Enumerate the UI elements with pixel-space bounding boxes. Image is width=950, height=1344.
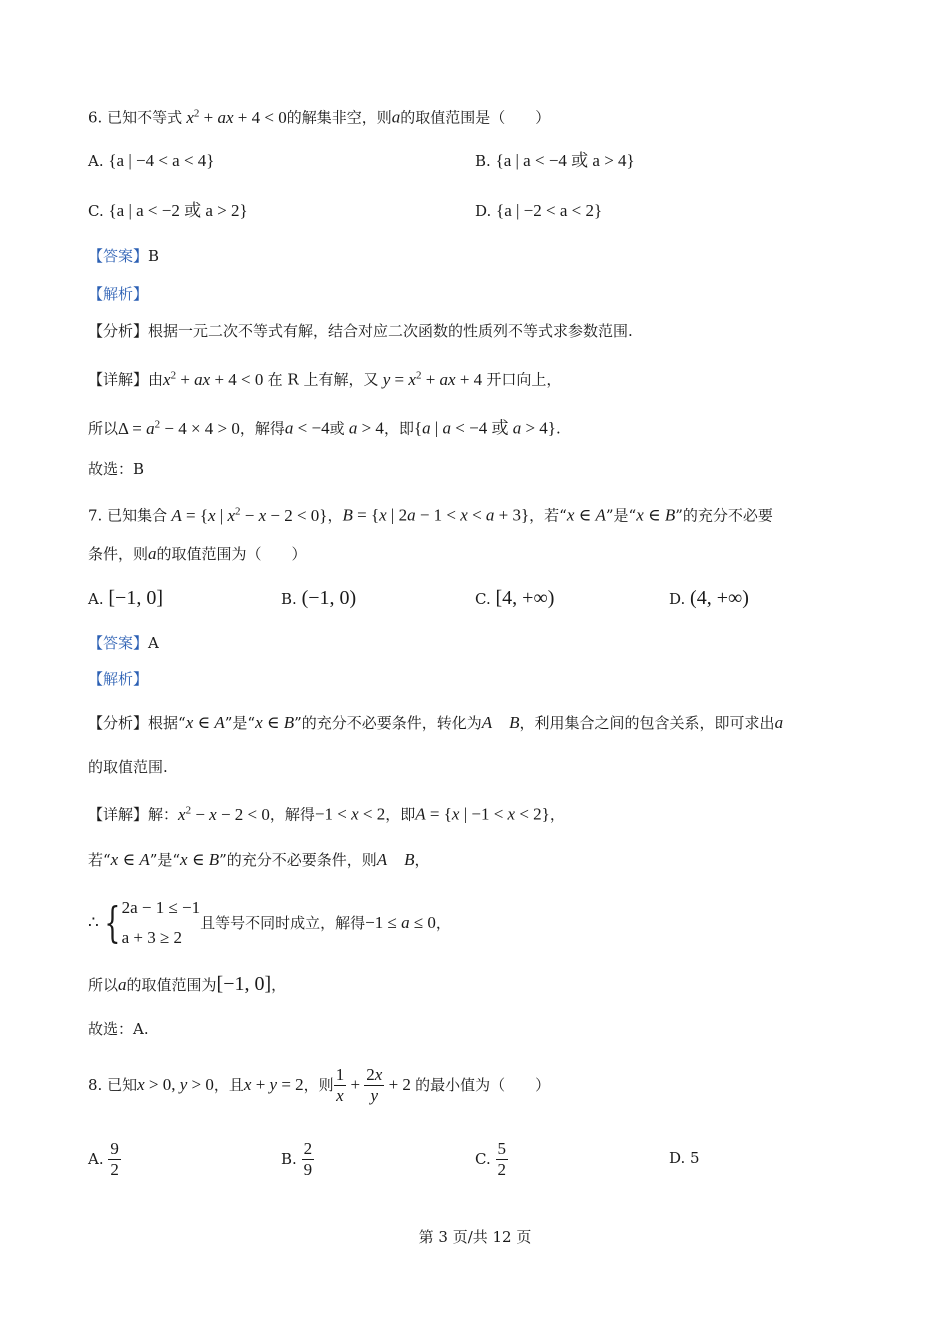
q6-detail1-a: 由 bbox=[148, 370, 164, 389]
q6-stem-end: 的取值范围是（ ） bbox=[400, 108, 551, 127]
q7-stem-line1: 7. 已知集合 A = {x | $x^2 - x - 2 < 0$}，B = {x | 2a − 1 < x < a + 3}，若“x ∈ A”是“x ∈ B”的充分不必要 bbox=[88, 505, 773, 525]
q8-option-c-num: 5 bbox=[497, 1138, 506, 1158]
q6-choose-text: 故选：B bbox=[88, 460, 145, 478]
q7-option-d-label: D. bbox=[669, 590, 686, 608]
q6-option-d-label: D. bbox=[475, 202, 492, 220]
q6-detail1-c: 开口向上， bbox=[486, 370, 562, 389]
q7-range-c: ， bbox=[271, 976, 287, 994]
q7-fenxi-line1 bbox=[88, 712, 783, 734]
q8-stem-mid2: ，则 bbox=[303, 1076, 334, 1094]
q7-range bbox=[88, 973, 286, 996]
q7-fenxi-a: 根据“ bbox=[148, 714, 186, 732]
q7-option-b-text: (−1, 0) bbox=[301, 587, 357, 609]
q6-detail2-a: 所以 bbox=[88, 419, 119, 438]
q8-option-a-frac bbox=[108, 1139, 121, 1180]
q7-detail1-ineq: $x^2 - x - 2 < 0$ bbox=[178, 804, 270, 824]
q6-answer bbox=[88, 245, 159, 267]
q7-range-b: 的取值范围为 bbox=[126, 976, 217, 994]
q7-option-a-label: A. bbox=[88, 590, 104, 608]
q7-option-c-label: C. bbox=[475, 590, 491, 608]
q6-detail2-d: ，即 bbox=[383, 419, 414, 438]
q6-inequality: $x^2$ + ax + 4 < 0 bbox=[186, 107, 287, 127]
q7-answer bbox=[88, 632, 159, 654]
q7-fenxi-var-a: a bbox=[774, 713, 784, 732]
q7-system-lines bbox=[122, 893, 201, 953]
q6-option-a-label: A. bbox=[88, 152, 104, 170]
q7-option-c bbox=[475, 587, 554, 610]
q6-detail2-gt: a > 4 bbox=[348, 418, 384, 438]
q7-fenxi-x-in-a: x ∈ A bbox=[185, 713, 225, 732]
q6-choose bbox=[88, 458, 144, 480]
q8-stem-mid: ，且 bbox=[213, 1076, 244, 1094]
q8-stem-pre: 8. 已知 bbox=[88, 1076, 138, 1094]
q7-detail2-a: 若“ bbox=[88, 851, 111, 869]
q8-plus-two: + 2 bbox=[384, 1075, 416, 1094]
q7-set-a: A = {x | $x^2 - x - 2 < 0$} bbox=[171, 505, 328, 525]
q6-answer-tag: 【答案】 bbox=[88, 247, 149, 265]
q7-fenxi-tag: 【分析】 bbox=[88, 714, 149, 732]
q8-option-b-label: B. bbox=[281, 1150, 297, 1168]
q7-detail2-b: ”是“ bbox=[149, 851, 181, 869]
q6-fenxi-text: 根据一元二次不等式有解，结合对应二次函数的性质列不等式求参数范围. bbox=[148, 322, 633, 340]
q7-system-result: −1 ≤ a ≤ 0 bbox=[365, 913, 436, 932]
q7-detail-line2 bbox=[88, 849, 430, 871]
q6-analysis bbox=[88, 283, 148, 305]
q7-answer-value: A bbox=[148, 634, 159, 652]
q8-option-c-frac bbox=[496, 1139, 509, 1180]
q6-option-d bbox=[475, 200, 602, 222]
q7-option-d-text: (4, +∞) bbox=[690, 587, 749, 609]
q8-option-b-den: 9 bbox=[303, 1159, 313, 1179]
q6-detail-line1 bbox=[88, 364, 561, 391]
q7-set-b: B = {x | 2a − 1 < x < a + 3} bbox=[342, 505, 530, 525]
q7-stem-line2 bbox=[88, 543, 307, 565]
q6-option-d-text: {a | −2 < a < 2} bbox=[496, 201, 603, 220]
q6-detail2-e: . bbox=[555, 419, 561, 438]
q7-fenxi-line2-text: 的取值范围. bbox=[88, 758, 168, 776]
q6-detail-line2 bbox=[88, 413, 561, 440]
q7-choose-text: 故选：A. bbox=[88, 1020, 149, 1038]
q7-detail-line1 bbox=[88, 799, 565, 826]
q8-frac2: $\frac{2x}{y}$ bbox=[366, 1064, 383, 1105]
q7-system-line1: 2a − 1 ≤ −1 bbox=[121, 898, 201, 917]
q7-detail2-subset: A B bbox=[376, 850, 415, 869]
q7-option-d bbox=[669, 587, 749, 610]
q8-cond2: x + y = 2 bbox=[243, 1075, 304, 1094]
q7-fenxi-line2 bbox=[88, 756, 168, 778]
q7-system-post: 且等号不同时成立，解得 bbox=[200, 914, 366, 932]
q6-detail2-set: {a | a < −4 或 a > 4} bbox=[413, 418, 556, 438]
q8-option-b-frac bbox=[302, 1139, 315, 1180]
q7-system-end: ， bbox=[435, 914, 451, 932]
q6-detail-tag: 【详解】 bbox=[88, 370, 149, 389]
q7-option-c-text: [4, +∞) bbox=[495, 587, 555, 609]
q6-fenxi-tag: 【分析】 bbox=[88, 322, 149, 340]
q7-option-a bbox=[88, 587, 163, 610]
page-footer: 第 3 页/共 12 页 bbox=[418, 1228, 532, 1246]
q7-var-a: a bbox=[148, 544, 157, 563]
q7-detail2-x-in-b: x ∈ B bbox=[180, 850, 220, 869]
q7-analysis bbox=[88, 668, 148, 690]
q8-option-b-num: 2 bbox=[303, 1138, 313, 1158]
q7-detail1-d: ， bbox=[549, 805, 565, 824]
q6-analysis-tag: 【解析】 bbox=[88, 285, 149, 303]
q6-detail2-c: 或 bbox=[329, 419, 345, 438]
q7-stem-mid2: ”是“ bbox=[605, 506, 637, 525]
q8-option-b bbox=[281, 1136, 314, 1181]
q7-detail1-a: 解： bbox=[148, 805, 179, 824]
q6-detail2-lt: a < −4 bbox=[284, 418, 330, 438]
q7-stem-pre: 7. 已知集合 bbox=[88, 506, 168, 525]
q6-detail1-func: $y = x^2$ + ax + 4 bbox=[382, 369, 487, 389]
q8-option-c bbox=[475, 1136, 508, 1181]
q7-stem-mid: ，若“ bbox=[529, 506, 567, 525]
q7-x-in-b: x ∈ B bbox=[636, 505, 676, 525]
q7-system-brace: { bbox=[104, 898, 121, 947]
q6-detail1-ineq: $x^2$ + ax + 4 < 0 bbox=[163, 369, 268, 389]
q7-detail1-set: A = {x | −1 < x < 2} bbox=[415, 804, 550, 824]
q6-option-b-text: {a | a < −4 或 a > 4} bbox=[495, 151, 635, 170]
q6-stem bbox=[88, 102, 550, 129]
q8-option-a-num: 9 bbox=[110, 1138, 119, 1158]
q8-option-c-den: 2 bbox=[497, 1159, 506, 1179]
q7-stem-line2-a: 条件，则 bbox=[88, 545, 149, 563]
q7-option-a-text: [−1, 0] bbox=[108, 587, 163, 609]
q8-option-a-den: 2 bbox=[110, 1159, 119, 1179]
q7-analysis-tag: 【解析】 bbox=[88, 670, 149, 688]
q7-range-interval: [−1, 0] bbox=[216, 973, 272, 995]
q8-option-c-label: C. bbox=[475, 1150, 491, 1168]
q7-detail2-d: ， bbox=[414, 851, 430, 869]
q6-var-a: a bbox=[391, 107, 401, 127]
q7-detail1-c: ，即 bbox=[385, 805, 416, 824]
q6-stem-post: 的解集非空，则 bbox=[286, 108, 392, 127]
q8-cond1: x > 0, y > 0 bbox=[137, 1075, 214, 1094]
q7-stem-post: ”的充分不必要 bbox=[675, 506, 773, 525]
q7-stem-line2-b: 的取值范围为（ ） bbox=[156, 545, 307, 563]
q6-detail1-b: 在 R 上有解，又 bbox=[267, 370, 379, 389]
q6-option-c-label: C. bbox=[88, 202, 104, 220]
q8-option-a-label: A. bbox=[88, 1150, 104, 1168]
q7-therefore: ∴ bbox=[88, 913, 99, 932]
q6-option-c-text: {a | a < −2 或 a > 2} bbox=[108, 201, 248, 220]
q7-fenxi-d: ，利用集合之间的包含关系，即可求出 bbox=[519, 714, 775, 732]
q7-choose bbox=[88, 1018, 149, 1040]
q7-option-b bbox=[281, 587, 356, 610]
q7-detail1-b: ，解得 bbox=[269, 805, 315, 824]
q7-option-b-label: B. bbox=[281, 590, 297, 608]
q8-option-d bbox=[669, 1147, 700, 1169]
q7-detail1-range: −1 < x < 2 bbox=[314, 804, 386, 824]
q7-detail2-c: ”的充分不必要条件，则 bbox=[219, 851, 377, 869]
q7-x-in-a: x ∈ A bbox=[566, 505, 606, 525]
q8-option-d-text: D. 5 bbox=[669, 1149, 700, 1167]
q6-option-c bbox=[88, 200, 248, 222]
q6-answer-value: B bbox=[148, 247, 160, 265]
q7-detail2-x-in-a: x ∈ A bbox=[110, 850, 150, 869]
q6-detail2-b: ，解得 bbox=[239, 419, 285, 438]
q6-fenxi bbox=[88, 320, 633, 342]
q6-stem-pre: 6. 已知不等式 bbox=[88, 108, 183, 127]
q7-system-line2: a + 3 ≥ 2 bbox=[121, 928, 183, 947]
q7-fenxi-c: ”的充分不必要条件，转化为 bbox=[294, 714, 482, 732]
q7-fenxi-b: ”是“ bbox=[224, 714, 256, 732]
q6-option-a-text: {a | −4 < a < 4} bbox=[108, 151, 215, 170]
q7-answer-tag: 【答案】 bbox=[88, 634, 149, 652]
q7-detail-tag: 【详解】 bbox=[88, 805, 149, 824]
q7-fenxi-subset: A B bbox=[481, 713, 520, 732]
q6-option-b-label: B. bbox=[475, 152, 491, 170]
q6-detail2-delta: $\Delta = a^2 - 4 \times 4 > 0$ bbox=[118, 418, 240, 438]
q6-option-b bbox=[475, 150, 635, 172]
q8-stem-post: 的最小值为（ ） bbox=[415, 1076, 551, 1094]
q7-range-a: 所以 bbox=[88, 976, 119, 994]
q6-option-a bbox=[88, 150, 214, 172]
q7-system bbox=[88, 893, 451, 953]
q7-fenxi-x-in-b: x ∈ B bbox=[255, 713, 295, 732]
q7-range-var: a bbox=[118, 975, 127, 994]
q8-stem: 8. 已知x > 0, y > 0，且x + y = 2，则 $\frac{1}{x}$ + $\frac{2x}{y}$ + 2 的最小值为（ ） bbox=[88, 1064, 551, 1105]
q8-option-a bbox=[88, 1136, 121, 1181]
q8-frac1: $\frac{1}{x}$ bbox=[335, 1064, 345, 1105]
